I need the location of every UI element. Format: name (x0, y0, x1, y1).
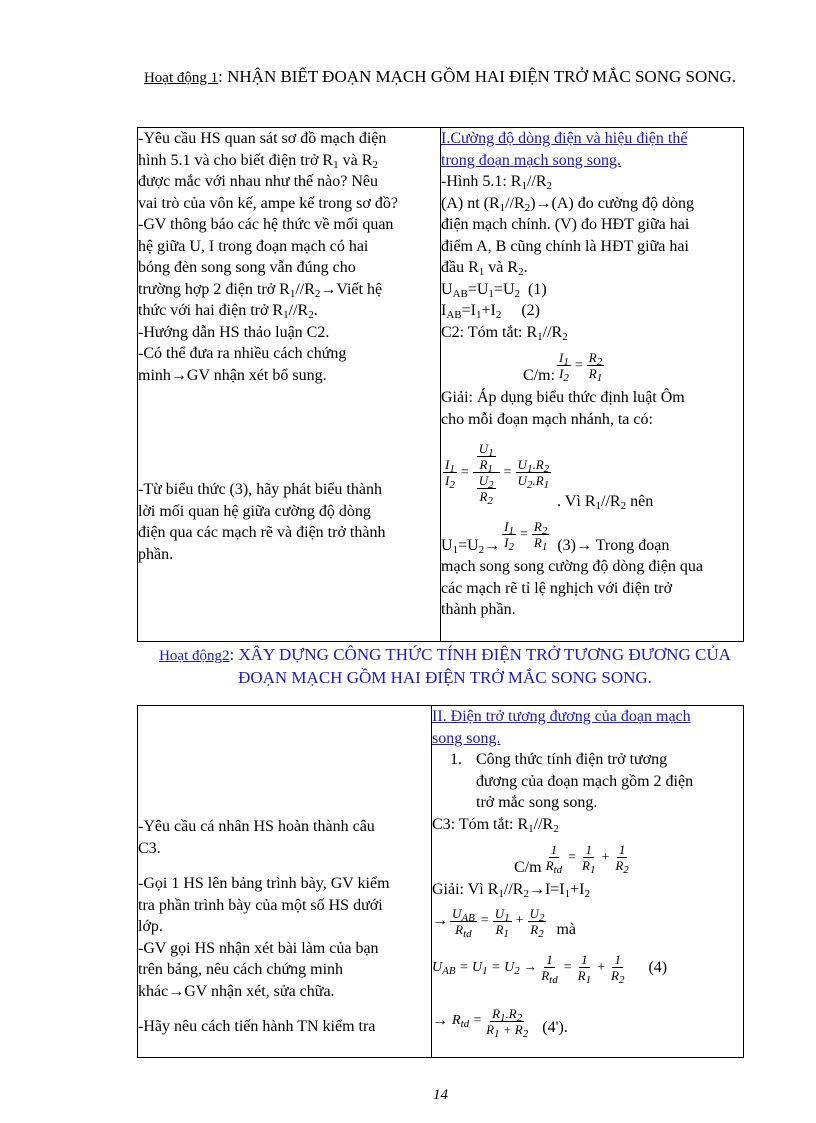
table2-left-cell (138, 706, 432, 1058)
table-activity2 (137, 705, 744, 1058)
activity2-title: : XÂY DỰNG CÔNG THỨC TÍNH ĐIỆN TRỞ TƯƠNG ĐƯƠNG CỦA ĐOẠN MẠCH GỒM HAI ĐIỆN TRỞ MẮC SONG SONG. (229, 645, 731, 687)
t1-left-9: thức với hai điện trở $R_1//R_2$. (138, 302, 318, 321)
t2-right-title-2: song song. (432, 729, 501, 747)
t2-solve: Giải: Vì $R_1//R_2\to I=I_1+I_2$ (432, 881, 590, 900)
t1-amp2: điện mạch chính. (V) đo HĐT giữa hai (441, 216, 690, 233)
t1-left-3: được mắc với nhau như thế nào? Nêu (138, 173, 378, 190)
t1-amp1: (A) nt $(R_1//R_2)\to(A)$ đo cường độ dòng (441, 194, 694, 214)
t1-amp4: đầu $R_1$ và $R_2$. (441, 259, 528, 278)
t2-right-title-1: II. Điện trở tương đương của đoạn mạch (432, 708, 691, 725)
t1-concl3: thành phần. (441, 601, 516, 618)
t1-eq1: $U_{AB}=U_1=U_2$ (1) (441, 280, 547, 300)
page-number: 14 (433, 1087, 448, 1103)
t1-fig: -Hình 5.1: $R_1//R_2$ (441, 173, 553, 192)
t1-left-2: hình 5.1 và cho biết điện trở $R_1$ và $R_2$ (138, 151, 378, 171)
activity1-heading (140, 66, 740, 89)
t1-left-b3: điện qua các mạch rẽ và điện trở thành (138, 524, 386, 541)
t2-eq4p: → $R_{td}$ = $\frac{R_1.R_2}{R_1 + R_2}$ (4'). (432, 1005, 568, 1040)
table1-right-cell (441, 128, 744, 642)
t1-eq3: $U_1=U_2\to$ $\frac{I_1}{I_2}$ = $\frac{R_2}{R_1}$ (3)→ Trong đoạn (441, 519, 670, 556)
table1-left-cell (138, 128, 441, 642)
t1-left-11: -Có thể đưa ra nhiều cách chứng (138, 345, 347, 362)
t2-left-7: trên bảng, nêu cách chứng minh (138, 961, 344, 978)
t2-c3: C3: Tóm tắt: $R_1//R_2$ (432, 815, 559, 835)
activity1-title: : NHẬN BIẾT ĐOẠN MẠCH GỒM HAI ĐIỆN TRỞ MẮC SONG SONG. (218, 67, 737, 86)
t1-left-b4: phần. (138, 545, 174, 563)
t2-cm: C/m $\frac{1}{R_{td}}$ = $\frac{1}{R_1}$ + $\frac{1}{R_2}$ (514, 842, 629, 876)
t2-left-2: C3. (138, 839, 161, 857)
t1-left-7: bóng đèn song song vẫn đúng cho (138, 259, 356, 276)
t1-amp3: điểm A, B cũng chính là HĐT giữa hai (441, 237, 689, 255)
t2-eq4: $U_{AB} = U_1 = U_2$ → $\frac{1}{R_{td}}$ = $\frac{1}{R_1}$ + $\frac{1}{R_2}$ (4) (432, 952, 668, 986)
t1-solve2: cho mỗi đoạn mạch nhánh, ta có: (441, 410, 653, 428)
t2-left-4: tra phần trình bày của một số HS dưới (138, 896, 383, 914)
t1-c2: C2: Tóm tắt: $R_1//R_2$ (441, 323, 568, 343)
activity2-heading (145, 644, 745, 689)
t1-concl2: các mạch rẽ tỉ lệ nghịch với điện trở (441, 579, 673, 597)
activity1-label: Hoạt động 1 (143, 70, 219, 86)
t1-cm: C/m: $\frac{I_1}{I_2}$ = $\frac{R_2}{R_1}$ (523, 350, 603, 384)
t2-left-9: -Hãy nêu cách tiến hành TN kiểm tra (138, 1018, 376, 1035)
t2-eq-ma: → $\frac{U_{AB}}{R_{td}}$ = $\frac{U_1}{R_1}$ + $\frac{U_2}{R_2}$ mà (432, 905, 576, 940)
t2-item-1: 1. Công thức tính điện trở tương đương của đoạn mạch gồm 2 điện trở mắc song song. (450, 751, 694, 811)
t1-left-b2: lời mối quan hệ giữa cường độ dòng (138, 502, 371, 520)
t1-solve1: Giải: Áp dụng biểu thức định luật Ôm (441, 389, 685, 406)
t2-left-8: khác→GV nhận xét, sửa chữa. (138, 982, 335, 1000)
t1-concl1: mạch song song cường độ dòng điện qua (441, 558, 703, 575)
t1-right-title-2: trong đoạn mạch song song. (441, 151, 621, 169)
t1-right-title-1: I.Cường độ dòng điện và hiệu điện thế (441, 130, 688, 147)
table-activity1 (137, 127, 744, 642)
t2-left-6: -GV gọi HS nhận xét bài làm của bạn (138, 939, 379, 957)
t1-eq2: $I_{AB}=I_1+I_2$ (2) (441, 302, 540, 321)
table2-right-cell (432, 706, 744, 1058)
activity2-label: Hoạt động2 (159, 648, 230, 664)
t2-left-3: -Gọi 1 HS lên bảng trình bày, GV kiểm (138, 875, 390, 892)
t1-left-b1: -Từ biểu thức (3), hãy phát biểu thành (138, 481, 382, 498)
t1-left-4: vai trò của vôn kế, ampe kế trong sơ đồ? (138, 194, 398, 212)
t1-left-1: -Yêu cầu HS quan sát sơ đồ mạch điện (138, 130, 387, 147)
t1-left-6: hệ giữa U, I trong đoạn mạch có hai (138, 237, 369, 255)
t1-big-fraction: $\frac{I_1}{I_2}$ = $\frac{\frac{U_1}{R_1}}{\frac{U_2}{R_2}}$ = $\frac{U_1.R_2}{U_2.R_1}$ . Vì $R_1//R_2$ nên (445, 441, 654, 512)
t2-left-1: -Yêu cầu cá nhân HS hoàn thành câu (138, 818, 375, 835)
t1-left-5: -GV thông báo các hệ thức về mối quan (138, 216, 394, 233)
t1-left-10: -Hướng dẫn HS thảo luận C2. (138, 323, 330, 341)
t2-left-5: lớp. (138, 918, 163, 935)
t1-left-8: trường hợp 2 điện trở $R_1//R_2\to Viết$ hệ (138, 280, 383, 300)
t1-left-12: minh→GV nhận xét bổ sung. (138, 366, 327, 384)
